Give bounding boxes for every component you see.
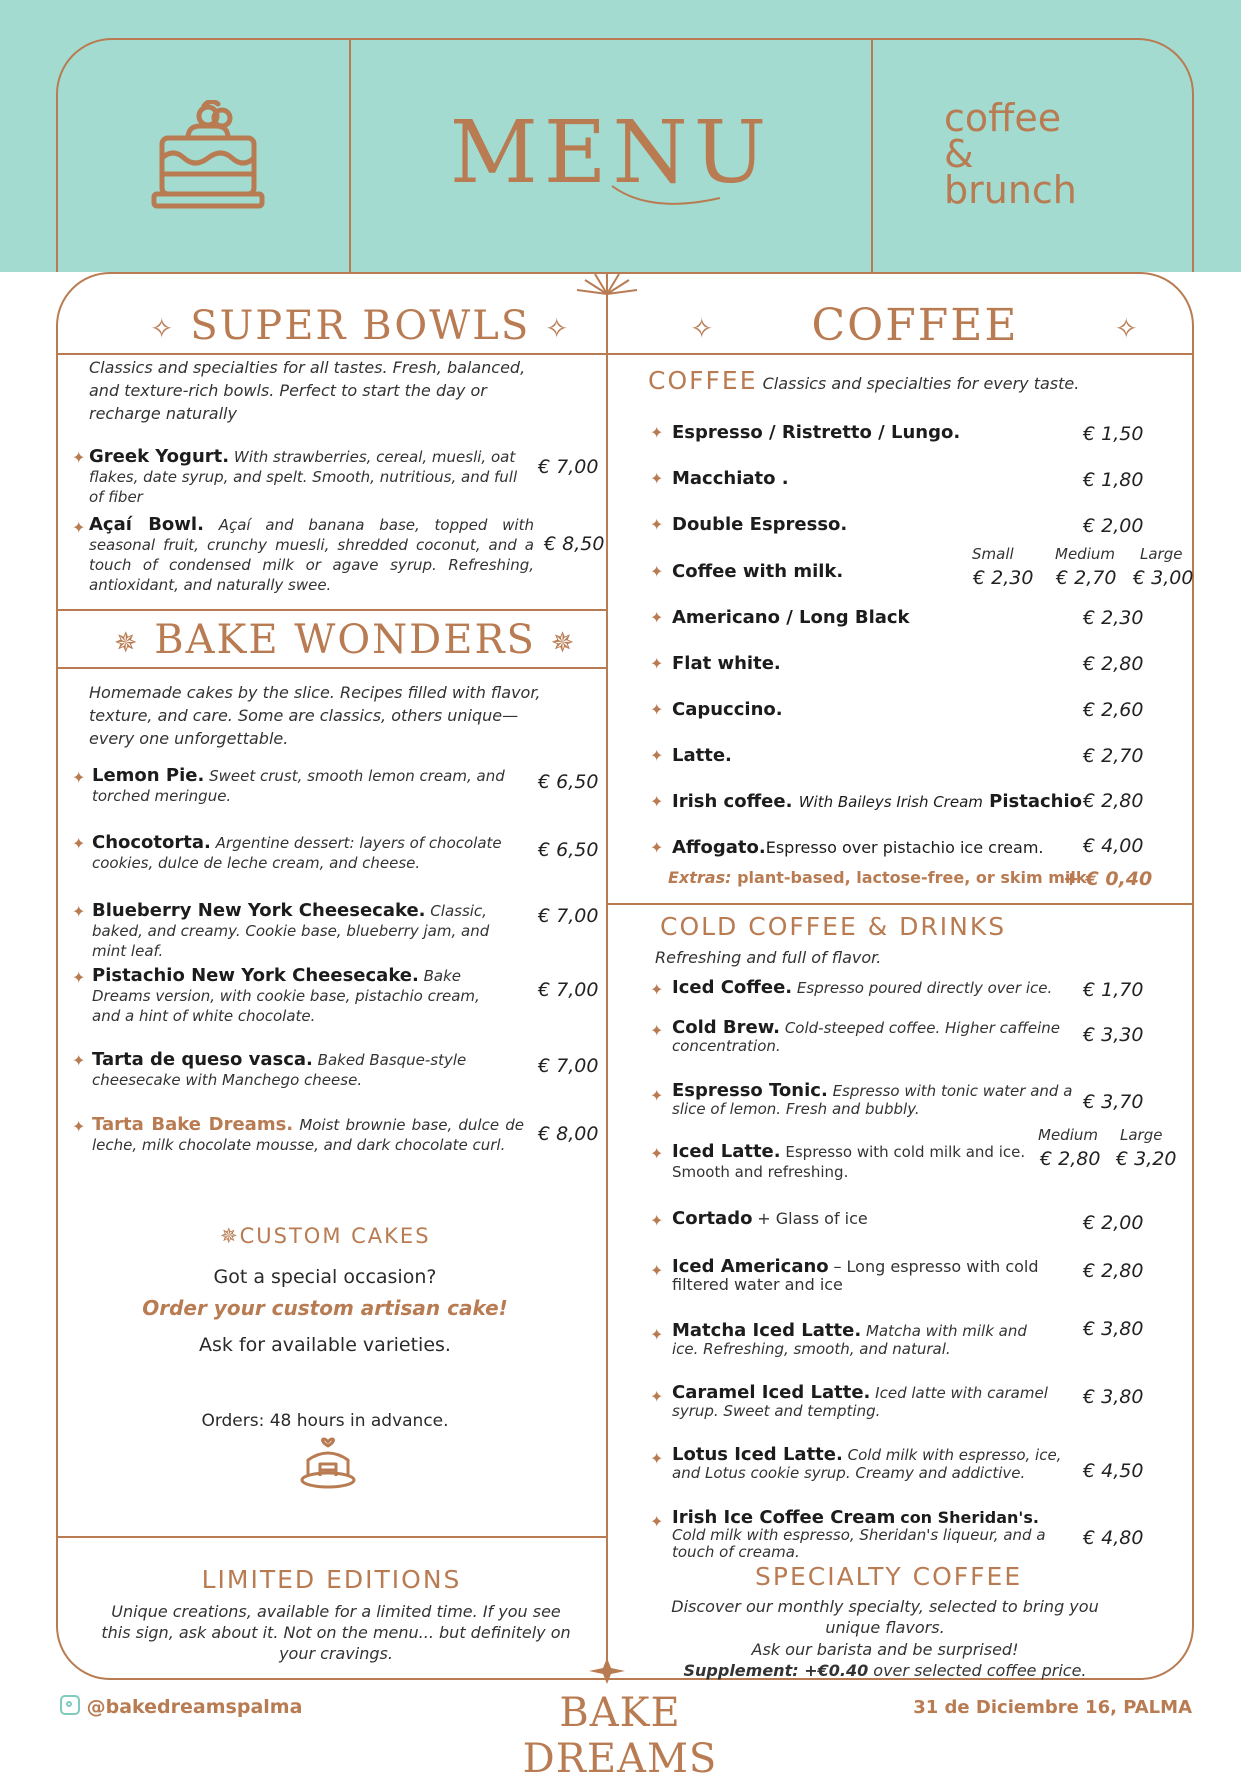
bullet-icon: ✦: [650, 608, 664, 627]
sparkle-icon: ✧: [544, 312, 571, 345]
super-bowls-title: ✧ SUPER BOWLS ✧: [150, 303, 571, 349]
extras-line: Extras: plant-based, lactose-free, or skim milk.: [668, 868, 1093, 887]
cold-item: Iced Coffee. Espresso poured directly over ice.: [672, 977, 1053, 998]
sparkle-icon: ✧: [690, 311, 716, 345]
item-price: € 2,30: [1083, 607, 1144, 629]
coffee-item-name: Latte.: [672, 745, 732, 766]
coffee-item-name: Americano / Long Black: [672, 607, 910, 628]
bullet-icon: ✦: [72, 1051, 86, 1070]
specialty-coffee-title: SPECIALTY COFFEE: [755, 1562, 1023, 1591]
bullet-icon: ✦: [650, 423, 664, 442]
cold-item: Caramel Iced Latte. Iced latte with caramel syrup. Sweet and tempting.: [672, 1382, 1048, 1420]
item-price: € 3,00: [1133, 567, 1194, 589]
address: 31 de Diciembre 16, PALMA: [913, 1697, 1192, 1718]
item-price: € 1,50: [1083, 423, 1144, 445]
size-label: Medium: [1038, 1126, 1098, 1144]
item-price: € 7,00: [538, 456, 599, 478]
bullet-icon: ✦: [650, 700, 664, 719]
bake-wonders-title: ✵ BAKE WONDERS ✵: [114, 617, 577, 663]
tagline: coffee & brunch: [944, 96, 1077, 212]
menu-item: Blueberry New York Cheesecake. Classic, baked, and creamy. Cookie base, blueberry jam, and mint leaf.: [92, 900, 490, 960]
item-price: € 3,30: [1083, 1024, 1144, 1046]
sparkle-icon: ✧: [150, 312, 176, 345]
bullet-icon: ✦: [72, 448, 86, 467]
cold-item: Iced Americano – Long espresso with cold filtered water and ice: [672, 1256, 1039, 1294]
super-bowls-desc: Classics and specialties for all tastes. Fresh, balanced, and texture-rich bowls. Perfect to start the day or recharge naturally: [89, 358, 526, 423]
bullet-icon: ✦: [650, 515, 664, 534]
item-price: € 4,80: [1083, 1527, 1144, 1549]
bullet-icon: ✦: [72, 968, 86, 987]
cake-icon: [148, 100, 268, 215]
item-price: € 4,00: [1083, 835, 1144, 857]
item-price: € 7,00: [538, 979, 599, 1001]
rule-top: [56, 353, 1194, 355]
coffee-item-name: Macchiato .: [672, 468, 789, 489]
rule-bowls: [56, 609, 607, 611]
item-price: € 4,50: [1083, 1460, 1144, 1482]
cold-item: Iced Latte. Espresso with cold milk and ice. Smooth and refreshing.: [672, 1141, 1026, 1181]
size-label: Small: [972, 545, 1014, 563]
bullet-icon: ✦: [650, 1449, 664, 1468]
bullet-icon: ✦: [650, 980, 664, 999]
item-price: € 7,00: [538, 1055, 599, 1077]
cold-item: Irish Ice Coffee Cream con Sheridan's. Cold milk with espresso, Sheridan's liqueur, and a touch of creama.: [672, 1507, 1046, 1561]
bullet-icon: ✦: [72, 518, 86, 537]
bullet-icon: ✦: [650, 792, 664, 811]
bake-wonders-desc: Homemade cakes by the slice. Recipes filled with flavor, texture, and care. Some are classics, others unique—every one unforgettable.: [89, 683, 541, 748]
item-price: € 2,00: [1083, 515, 1144, 537]
cold-item: Espresso Tonic. Espresso with tonic water and a slice of lemon. Fresh and bubbly.: [672, 1080, 1073, 1118]
coffee-item-name: Double Espresso.: [672, 514, 848, 535]
item-price: € 2,80: [1040, 1148, 1101, 1170]
size-label: Large: [1140, 545, 1183, 563]
cold-item: Cold Brew. Cold-steeped coffee. Higher caffeine concentration.: [672, 1017, 1061, 1055]
coffee-subheader: COFFEE Classics and specialties for every taste.: [648, 366, 1080, 395]
custom-cakes-line4: Orders: 48 hours in advance.: [201, 1411, 449, 1431]
coffee-item-name: Flat white.: [672, 653, 781, 674]
bullet-icon: ✦: [650, 1211, 664, 1230]
cold-item: Matcha Iced Latte. Matcha with milk and ice. Refreshing, smooth, and natural.: [672, 1320, 1027, 1358]
bullet-icon: ✦: [72, 902, 86, 921]
coffee-item-name: Espresso / Ristretto / Lungo.: [672, 422, 961, 443]
menu-item: Tarta Bake Dreams. Moist brownie base, dulce de leche, milk chocolate mousse, and dark chocolate curl.: [92, 1114, 524, 1154]
sunburst-top-icon: [575, 270, 639, 298]
specialty-supplement: Supplement: +€0.40 over selected coffee price.: [683, 1661, 1087, 1680]
item-price: € 2,60: [1083, 699, 1144, 721]
bullet-icon: ✦: [72, 1117, 86, 1136]
bullet-icon: ✦: [72, 768, 86, 787]
star-icon: ✵: [550, 626, 577, 659]
coffee-title: ✧ COFFEE ✧: [690, 300, 1140, 351]
item-price: € 8,00: [538, 1123, 599, 1145]
sparkle-bottom-icon: [587, 1656, 627, 1686]
item-price: € 2,70: [1056, 567, 1117, 589]
column-divider: [606, 272, 608, 1680]
rule-bake: [56, 667, 607, 669]
item-price: € 2,70: [1083, 745, 1144, 767]
limited-editions-desc: Unique creations, available for a limited time. If you see this sign, ask about it. Not on the menu... but definitely on your cravings.: [101, 1602, 571, 1663]
cake-slice-icon: [298, 1432, 358, 1490]
custom-cakes-title: ✵CUSTOM CAKES: [220, 1224, 431, 1248]
item-price: € 2,30: [973, 567, 1034, 589]
limited-editions-title: LIMITED EDITIONS: [201, 1565, 462, 1594]
menu-item: Açaí Bowl. Açaí and banana base, topped with seasonal fruit, crunchy muesli, shredded coconut, and a touch of condensed milk or agave syrup. Refreshing, antioxidant, and naturally swee.: [89, 514, 534, 594]
sparkle-icon: ✧: [1114, 311, 1140, 345]
item-price: € 6,50: [538, 839, 599, 861]
coffee-item-name: Affogato.Espresso over pistachio ice cream.: [672, 837, 1044, 858]
size-label: Medium: [1055, 545, 1115, 563]
item-price: € 8,50: [544, 533, 605, 555]
bullet-icon: ✦: [650, 654, 664, 673]
item-price: € 2,80: [1083, 1260, 1144, 1282]
item-price: € 1,80: [1083, 469, 1144, 491]
rule-limited: [56, 1536, 607, 1538]
cold-drinks-title: COLD COFFEE & DRINKS: [660, 912, 1007, 941]
menu-item: Chocotorta. Argentine dessert: layers of chocolate cookies, dulce de leche cream, and cheese.: [92, 832, 502, 872]
cold-item: Lotus Iced Latte. Cold milk with espresso, ice, and Lotus cookie syrup. Creamy and addictive.: [672, 1444, 1062, 1482]
bullet-icon: ✦: [650, 469, 664, 488]
menu-flourish: [610, 184, 730, 224]
bullet-icon: ✦: [650, 1144, 664, 1163]
item-price: € 7,00: [538, 905, 599, 927]
coffee-item-name: Capuccino.: [672, 699, 783, 720]
item-price: € 2,80: [1083, 790, 1144, 812]
bullet-icon: ✦: [650, 562, 664, 581]
menu-item: Lemon Pie. Sweet crust, smooth lemon cream, and torched meringue.: [92, 765, 505, 805]
bullet-icon: ✦: [650, 1387, 664, 1406]
bullet-icon: ✦: [72, 834, 86, 853]
instagram-icon: [60, 1695, 80, 1715]
star-icon: ✵: [220, 1224, 240, 1248]
specialty-desc: Discover our monthly specialty, selected to bring you unique flavors.: [671, 1597, 1099, 1637]
bullet-icon: ✦: [650, 1512, 664, 1531]
custom-cakes-line3: Ask for available varieties.: [199, 1334, 451, 1356]
bullet-icon: ✦: [650, 1325, 664, 1344]
item-price: € 3,80: [1083, 1386, 1144, 1408]
item-price: € 3,70: [1083, 1091, 1144, 1113]
item-price: € 3,20: [1116, 1148, 1177, 1170]
specialty-cta: Ask our barista and be surprised!: [751, 1640, 1019, 1659]
bullet-icon: ✦: [650, 1086, 664, 1105]
custom-cakes-line1: Got a special occasion?: [213, 1266, 437, 1288]
instagram-handle[interactable]: @bakedreamspalma: [60, 1695, 302, 1718]
rule-coffee: [607, 903, 1194, 905]
size-label: Large: [1120, 1126, 1163, 1144]
item-price: € 6,50: [538, 771, 599, 793]
coffee-item-name: Coffee with milk.: [672, 561, 844, 582]
bullet-icon: ✦: [650, 838, 664, 857]
bullet-icon: ✦: [650, 1021, 664, 1040]
menu-item: Pistachio New York Cheesecake. Bake Dreams version, with cookie base, pistachio cream, and a hint of white chocolate.: [92, 965, 480, 1025]
brand-logo: BAKE DREAMS: [522, 1690, 718, 1782]
menu-item: Greek Yogurt. With strawberries, cereal, muesli, oat flakes, date syrup, and spelt. Smooth, nutritious, and full of fiber: [89, 446, 518, 506]
item-price: € 1,70: [1083, 979, 1144, 1001]
cold-item: Cortado + Glass of ice: [672, 1208, 868, 1229]
coffee-item-name: Irish coffee. With Baileys Irish Cream Pistachio: [672, 791, 1083, 812]
item-price: € 2,00: [1083, 1212, 1144, 1234]
item-price: € 2,80: [1083, 653, 1144, 675]
extras-price: + € 0,40: [1063, 868, 1153, 890]
bullet-icon: ✦: [650, 746, 664, 765]
custom-cakes-cta: Order your custom artisan cake!: [142, 1296, 508, 1320]
menu-item: Tarta de queso vasca. Baked Basque-style cheesecake with Manchego cheese.: [92, 1049, 467, 1089]
star-icon: ✵: [114, 626, 140, 659]
item-price: € 3,80: [1083, 1318, 1144, 1340]
bullet-icon: ✦: [650, 1261, 664, 1280]
cold-drinks-desc: Refreshing and full of flavor.: [655, 948, 882, 967]
menu-title: MENU: [449, 103, 773, 203]
